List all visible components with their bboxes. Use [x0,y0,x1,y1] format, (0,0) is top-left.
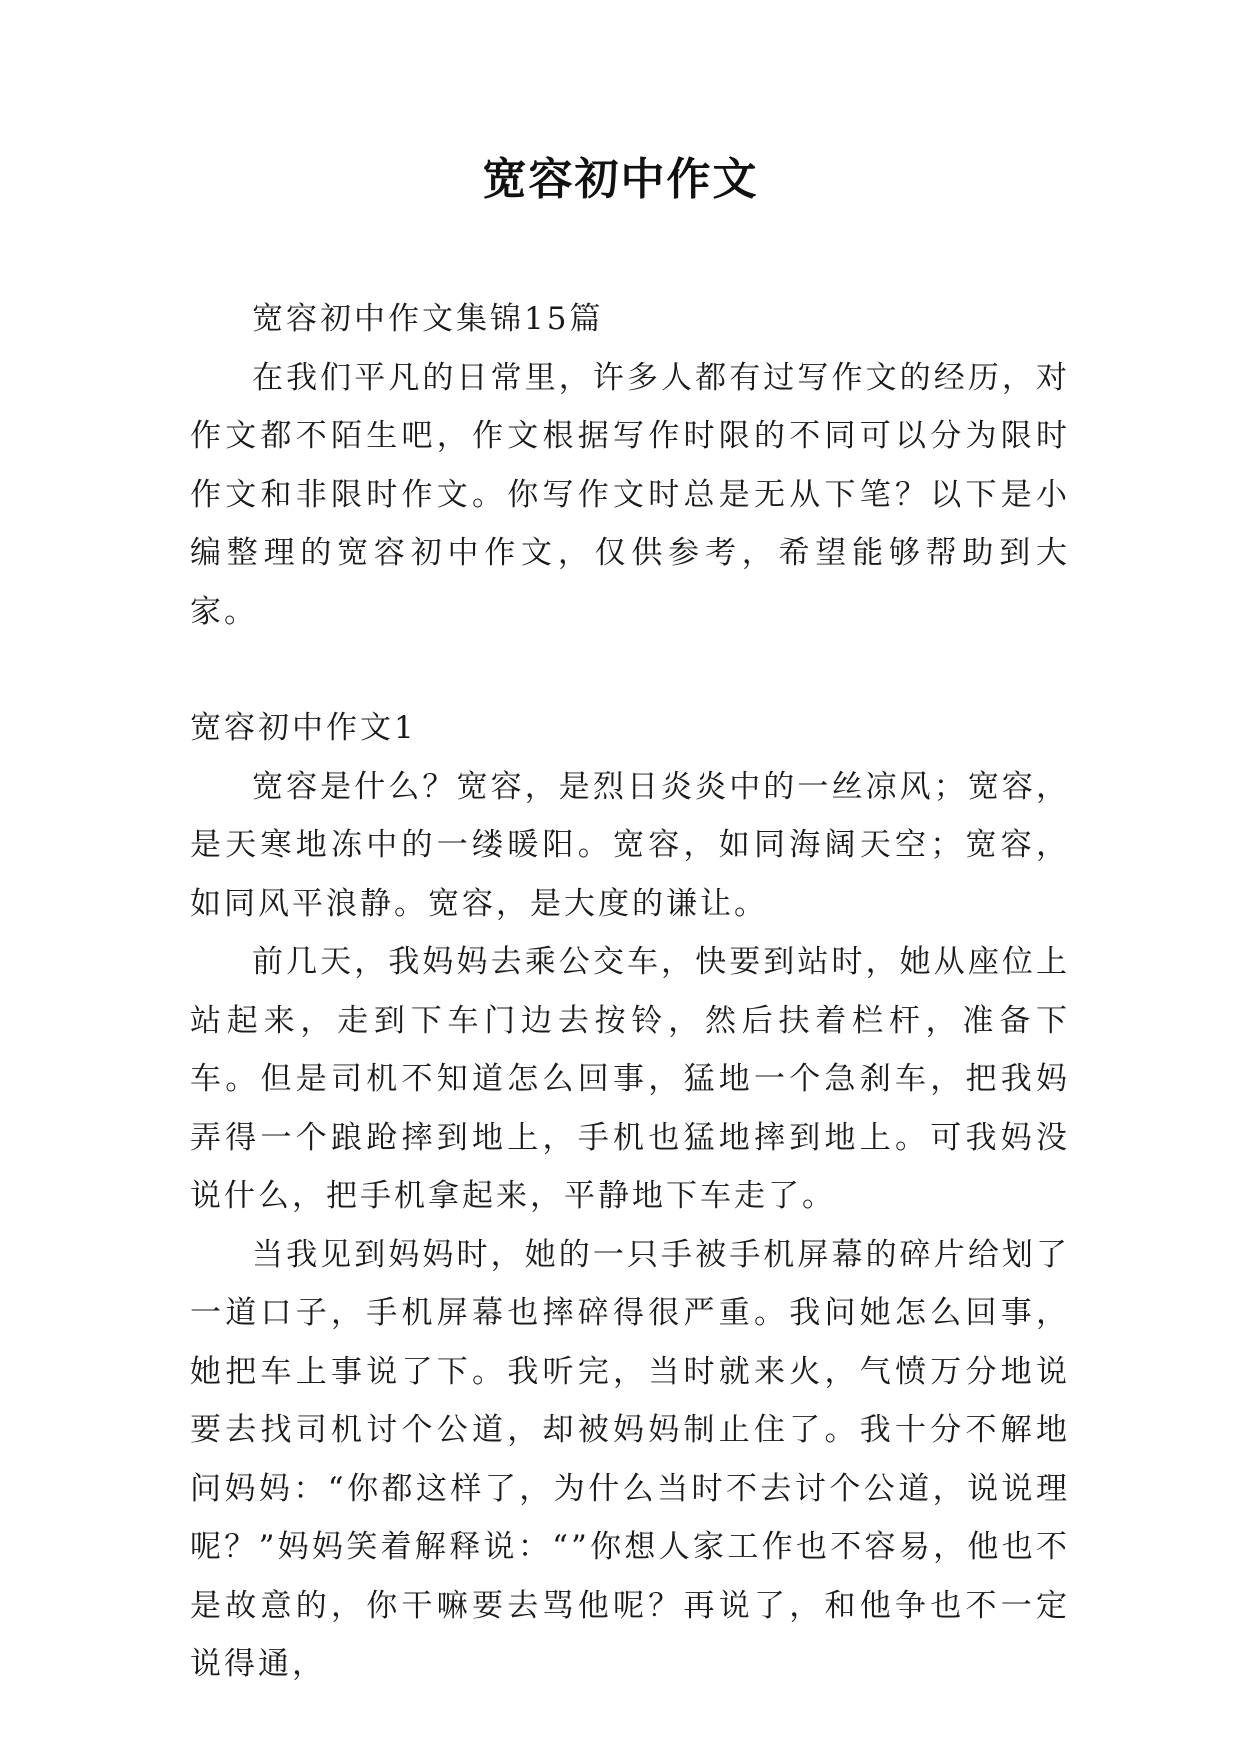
subtitle: 宽容初中作文集锦15篇 [252,301,604,337]
document-title: 宽容初中作文 [482,154,759,205]
section-heading: 宽容初中作文1 [190,710,417,746]
body-paragraph-1: 宽容是什么？宽容，是烈日炎炎中的一丝凉风；宽容，是天寒地冻中的一缕暖阳。宽容，如同海阔天空；宽容，如同风平浪静。宽容，是大度的谦让。 [190,768,1070,922]
document-body [190,290,1070,1694]
body-paragraph-3: 当我见到妈妈时，她的一只手被手机屏幕的碎片给划了一道口子，手机屏幕也摔碎得很严重。我问她怎么回事，她把车上事说了下。我听完，当时就来火，气愤万分地说要去找司机讨个公道，却被妈妈制止住了。我十分不解地问妈妈：“你都这样了，为什么当时不去讨个公道，说说理呢？”妈妈笑着解释说：“”你想人家工作也不容易，他也不是故意的，你干嘛要去骂他呢？再说了，和他争也不一定说得通， [190,1236,1070,1682]
body-paragraph-2: 前几天，我妈妈去乘公交车，快要到站时，她从座位上站起来，走到下车门边去按铃，然后扶着栏杆，准备下车。但是司机不知道怎么回事，猛地一个急刹车，把我妈弄得一个踉跄摔到地上，手机也猛地摔到地上。可我妈没说什么，把手机拿起来，平静地下车走了。 [190,944,1070,1214]
intro-paragraph: 在我们平凡的日常里，许多人都有过写作文的经历，对作文都不陌生吧，作文根据写作时限的不同可以分为限时作文和非限时作文。你写作文时总是无从下笔？以下是小编整理的宽容初中作文，仅供参考，希望能够帮助到大家。 [190,359,1070,630]
